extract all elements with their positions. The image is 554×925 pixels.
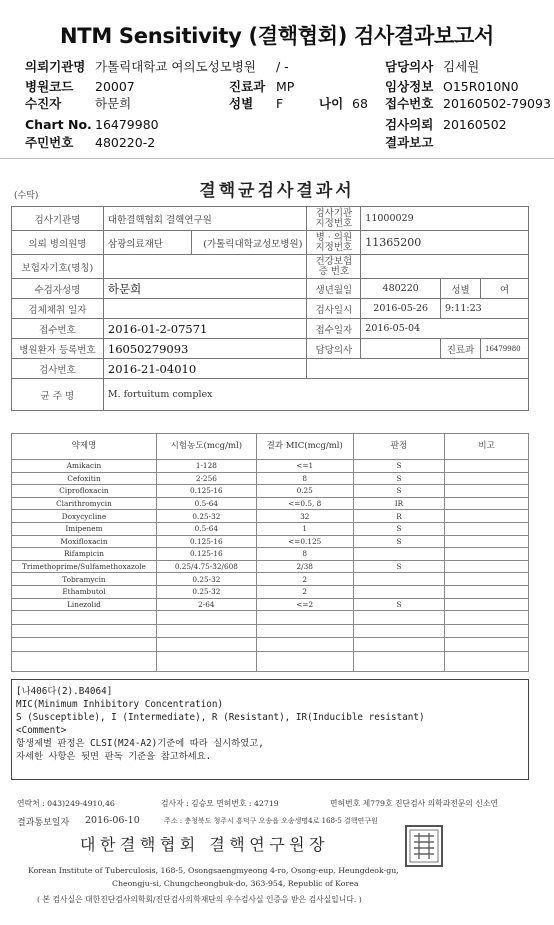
- table-row: [12, 611, 529, 625]
- report-label: 결과보고: [385, 135, 434, 150]
- req-no-value: 11365200: [361, 231, 529, 255]
- remarks-cell: [445, 548, 529, 561]
- remarks-cell: [445, 573, 529, 586]
- slash-value: / -: [276, 59, 289, 74]
- table-row: [12, 535, 529, 548]
- recv-date-value: 2016-05-04: [361, 319, 529, 339]
- note-line: 자세한 사항은 뒷면 판독 기준을 참고하세요.: [16, 751, 212, 762]
- clinic-label: 임상정보: [385, 79, 434, 94]
- contact-text: 연락처 : 043)249-4910,46: [17, 799, 115, 808]
- remarks-cell: [445, 485, 529, 498]
- test-range-cell: 0.25-32: [156, 510, 256, 523]
- chart-label: Chart No.: [25, 117, 92, 132]
- mic-result-cell: 2/38: [256, 560, 353, 573]
- drug-name-cell: Trimethoprime/Sulfamethoxazole: [12, 560, 157, 573]
- test-no-value: 2016-21-04010: [103, 359, 307, 379]
- report-row: [385, 136, 433, 150]
- drug-name-cell: Doxycycline: [12, 510, 157, 523]
- mic-result-cell: 2: [256, 585, 353, 598]
- table-row: [12, 460, 529, 473]
- test-range-cell: 0.125-16: [156, 535, 256, 548]
- rrn-label: 주민번호: [25, 135, 74, 150]
- patient-value: 하문희: [103, 279, 307, 299]
- table-row: [12, 207, 529, 231]
- collector-row: [25, 97, 131, 111]
- chart-value: 16479980: [95, 117, 159, 132]
- table-row: [12, 510, 529, 523]
- remarks-cell: [445, 560, 529, 573]
- dept-label-cell: 진료과: [441, 339, 481, 359]
- doctor-value: 김세원: [443, 59, 480, 74]
- agency-no-label: 검사기관 지정번호: [307, 207, 361, 231]
- dept-row: [229, 80, 294, 94]
- drug-name-cell: Moxifloxacin: [12, 535, 157, 548]
- interpretation-cell: S: [353, 522, 445, 535]
- rrn-row: [25, 136, 155, 150]
- table-row: [12, 472, 529, 485]
- requester-label: 의뢰기관명: [25, 59, 86, 74]
- test-range-cell: 1-128: [156, 460, 256, 473]
- note-line: MIC(Minimum Inhibitory Concentration): [16, 699, 224, 710]
- req-hosp-value: 삼광의료재단: [103, 231, 191, 255]
- drug-name-cell: Amikacin: [12, 460, 157, 473]
- dept-value-cell: 16479980: [480, 339, 528, 359]
- test-range-cell: 0.125-16: [156, 548, 256, 561]
- interpretation-cell: S: [353, 460, 445, 473]
- interpretation-cell: S: [353, 535, 445, 548]
- table-row: [12, 299, 529, 319]
- certification-text: ( 본 검사실은 대한진단검사의학회/진단검사의학재단의 우수검사실 인증을 받은 검사실입니다. ): [37, 895, 362, 904]
- table-row: [12, 624, 529, 638]
- mic-result-cell: 1: [256, 522, 353, 535]
- test-time-value: 9:11:23: [441, 299, 529, 319]
- examiner-text: 검사자 : 김승모 면허번호 : 42719: [161, 799, 279, 808]
- req-hosp-label: 의뢰 병의원명: [12, 231, 104, 255]
- recv-date-label: 접수일자: [307, 319, 361, 339]
- rrn-value: 480220-2: [95, 135, 156, 150]
- col-header-mic: 결과 MIC(mcg/ml): [256, 434, 353, 460]
- license-text: 면허번호 제779호 진단검사 의학과전문의 신소연: [330, 799, 498, 808]
- mic-result-cell: 2: [256, 573, 353, 586]
- remarks-cell: [445, 460, 529, 473]
- request-row: [385, 118, 507, 132]
- mic-result-cell: <=2: [256, 598, 353, 611]
- age-value: 68: [352, 96, 368, 111]
- org-name-en-1: Korean Institute of Tuberculosis, 168-5, Osongsaengmyeong 4-ro, Osong-eup, Heungdeok-gu,: [28, 866, 399, 875]
- notes-box: [11, 679, 529, 780]
- interpretation-cell: S: [353, 560, 445, 573]
- org-name-kr: 대한결핵협회 결핵연구원장: [80, 835, 330, 854]
- hospcode-value: 20007: [95, 79, 135, 94]
- mic-result-cell: <=0.125: [256, 535, 353, 548]
- test-range-cell: 0.125-16: [156, 485, 256, 498]
- table-row: [12, 548, 529, 561]
- table-row: [12, 638, 529, 652]
- report-date-label: 결과통보일자: [17, 818, 70, 828]
- table-row: [12, 255, 529, 279]
- table-row: [12, 359, 529, 379]
- receipt-label: 접수번호: [385, 96, 434, 111]
- recv-no-value: 2016-01-2-07571: [103, 319, 307, 339]
- sex-row: [229, 97, 283, 111]
- address-text: 주소 : 충청북도 청주시 흥덕구 오송읍 오송생명4로 168-5 결핵연구원: [164, 817, 378, 825]
- req-no-label: 병 · 의원 지정번호: [307, 231, 361, 255]
- table-row: [12, 651, 529, 671]
- table-row: [12, 279, 529, 299]
- table-row: [12, 522, 529, 535]
- test-no-label: 검사번호: [12, 359, 104, 379]
- test-date-label: 검사일시: [307, 299, 361, 319]
- table-row: [12, 585, 529, 598]
- test-range-cell: 2-64: [156, 598, 256, 611]
- drug-rows: [12, 460, 529, 611]
- hospcode-row: [25, 80, 135, 94]
- dept-label: 진료과: [229, 79, 266, 94]
- request-value: 20160502: [443, 117, 507, 132]
- note-line: [나406다(2).B4064]: [16, 686, 113, 697]
- drug-name-cell: Linezolid: [12, 598, 157, 611]
- interpretation-cell: IR: [353, 497, 445, 510]
- interpretation-cell: [353, 585, 445, 598]
- recv-no-label: 접수번호: [12, 319, 104, 339]
- interpretation-cell: R: [353, 510, 445, 523]
- test-range-cell: 0.25/4.75-32/608: [156, 560, 256, 573]
- mic-result-cell: 0.25: [256, 485, 353, 498]
- remarks-cell: [445, 510, 529, 523]
- sex-label-cell: 성별: [441, 279, 481, 299]
- patient-label: 수검자성명: [12, 279, 104, 299]
- chart-row: [25, 118, 159, 132]
- doctor-label: 담당의사: [385, 59, 434, 74]
- table-row: [12, 560, 529, 573]
- clinic-row: [385, 80, 519, 94]
- remarks-cell: [445, 497, 529, 510]
- note-line: <Comment>: [16, 725, 67, 736]
- mic-result-cell: 8: [256, 472, 353, 485]
- mic-result-cell: <=0.5, 8: [256, 497, 353, 510]
- health-no-value: [361, 255, 529, 279]
- agency-value: 대한결핵협회 결핵연구원: [103, 207, 307, 231]
- official-seal-icon: [404, 824, 444, 868]
- doc-title: 결핵균검사결과서: [199, 181, 355, 201]
- table-row: [12, 598, 529, 611]
- drug-name-cell: Clarithromycin: [12, 497, 157, 510]
- age-label: 나이: [319, 96, 344, 111]
- receipt-row: [385, 97, 551, 111]
- interpretation-cell: [353, 548, 445, 561]
- interpretation-cell: S: [353, 485, 445, 498]
- req-hosp-note: (가톨릭대학교성모병원): [191, 231, 307, 255]
- species-value: M. fortuitum complex: [103, 379, 528, 411]
- report-title: NTM Sensitivity (결핵협회) 검사결과보고서: [60, 24, 494, 48]
- col-header-drug: 약제명: [12, 434, 157, 460]
- hosp-reg-label: 병원환자 등록번호: [12, 339, 104, 359]
- remarks-cell: [445, 585, 529, 598]
- collector-label: 수진자: [25, 96, 62, 111]
- collect-date-value: [103, 299, 307, 319]
- test-date-value: 2016-05-26: [361, 299, 441, 319]
- doctor-row: [385, 60, 479, 74]
- col-header-range: 시험농도(mcg/ml): [156, 434, 256, 460]
- hospcode-label: 병원코드: [25, 79, 74, 94]
- test-range-cell: 0.25-32: [156, 573, 256, 586]
- doc-tag: (수탁): [14, 191, 39, 201]
- insurance-label: 보험자기호(명칭): [12, 255, 104, 279]
- age-row: [319, 97, 368, 111]
- remarks-cell: [445, 535, 529, 548]
- test-range-cell: 0.5-64: [156, 522, 256, 535]
- collect-date-label: 검체채취 일자: [12, 299, 104, 319]
- table-row: [12, 573, 529, 586]
- table-row: [12, 485, 529, 498]
- sex-label: 성별: [229, 96, 254, 111]
- table-row: [12, 339, 529, 359]
- collector-value: 하문희: [95, 96, 132, 111]
- remarks-cell: [445, 598, 529, 611]
- table-header-row: [12, 434, 529, 460]
- birth-value: 480220: [361, 279, 441, 299]
- drug-name-cell: Imipenem: [12, 522, 157, 535]
- receipt-value: 20160502-79093: [443, 96, 551, 111]
- request-label: 검사의뢰: [385, 117, 434, 132]
- requester-row: [25, 60, 256, 74]
- col-header-interpretation: 판정: [353, 434, 445, 460]
- species-label: 균 주 명: [12, 379, 104, 411]
- table-row: [12, 319, 529, 339]
- drug-name-cell: Tobramycin: [12, 573, 157, 586]
- agency-label: 검사기관명: [12, 207, 104, 231]
- drug-name-cell: Rifampicin: [12, 548, 157, 561]
- test-range-cell: 0.5-64: [156, 497, 256, 510]
- table-row: [12, 497, 529, 510]
- interpretation-cell: [353, 573, 445, 586]
- drug-name-cell: Cefoxitin: [12, 472, 157, 485]
- table-row: [12, 379, 529, 411]
- hosp-reg-value: 16050279093: [103, 339, 307, 359]
- agency-no-value: 11000029: [361, 207, 529, 231]
- note-line: S (Susceptible), I (Intermediate), R (Resistant), IR(Inducible resistant): [16, 712, 425, 723]
- health-no-label: 건강보험증 번호: [307, 255, 361, 279]
- header-divider: [0, 158, 554, 159]
- test-no-blank: [307, 359, 529, 379]
- dept-value: MP: [276, 79, 295, 94]
- drug-name-cell: Ciprofloxacin: [12, 485, 157, 498]
- doctor-value-cell: [361, 339, 441, 359]
- mic-result-cell: <=1: [256, 460, 353, 473]
- doctor-label-cell: 담당의사: [307, 339, 361, 359]
- test-range-cell: 2-256: [156, 472, 256, 485]
- interpretation-cell: S: [353, 598, 445, 611]
- mic-result-cell: 32: [256, 510, 353, 523]
- specimen-info-table: [11, 206, 529, 411]
- drug-susceptibility-table: [11, 433, 529, 672]
- sex-value-cell: 여: [480, 279, 528, 299]
- birth-label: 생년월일: [307, 279, 361, 299]
- drug-name-cell: Ethambutol: [12, 585, 157, 598]
- test-range-cell: 0.25-32: [156, 585, 256, 598]
- requester-value: 가톨릭대학교 여의도성모병원: [95, 59, 256, 74]
- mic-result-cell: 8: [256, 548, 353, 561]
- insurance-value: [103, 255, 307, 279]
- note-line: 항생제별 판정은 CLSI(M24-A2)기준에 따라 실시하였고,: [16, 738, 264, 749]
- remarks-cell: [445, 522, 529, 535]
- col-header-remarks: 비고: [445, 434, 529, 460]
- table-row: [12, 231, 529, 255]
- interpretation-cell: S: [353, 472, 445, 485]
- report-date-value: 2016-06-10: [85, 815, 140, 826]
- org-name-en-2: Cheongju-si, Chungcheongbuk-do, 363-954, Republic of Korea: [112, 879, 359, 888]
- sex-value: F: [276, 96, 284, 111]
- clinic-value: O15R010N0: [443, 79, 519, 94]
- remarks-cell: [445, 472, 529, 485]
